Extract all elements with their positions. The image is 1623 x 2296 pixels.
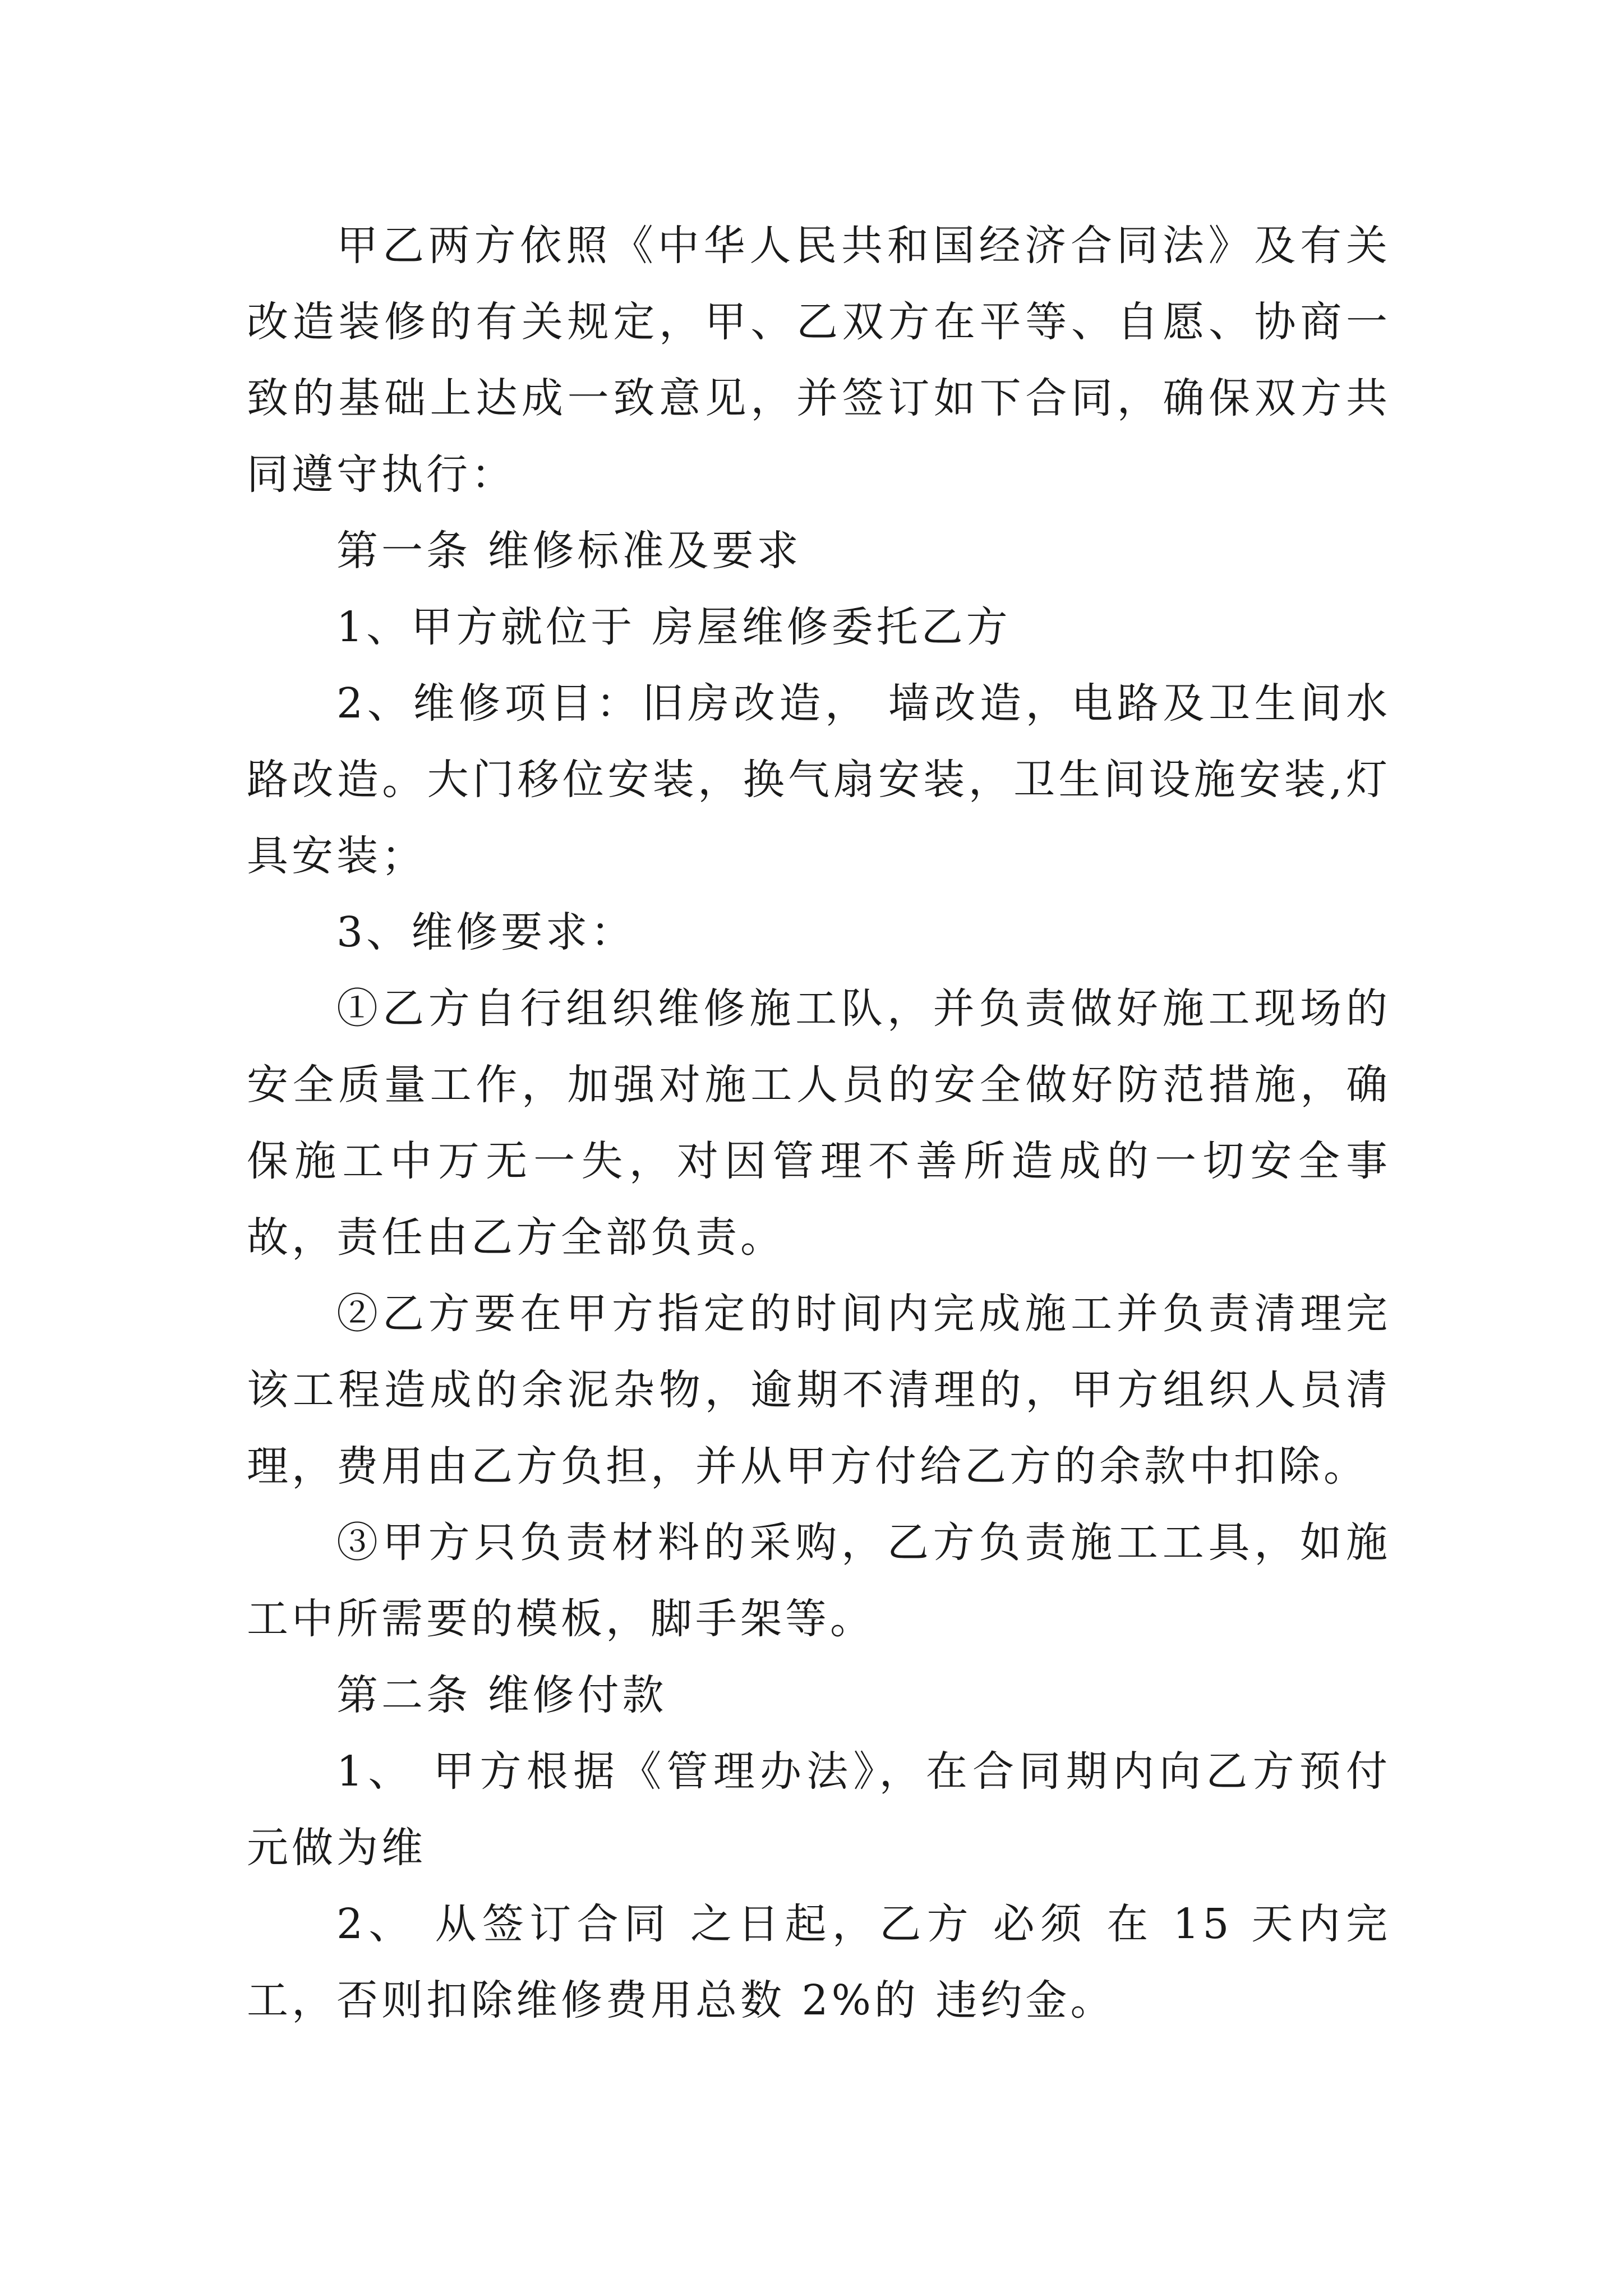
article-1-item-2: 2、维修项目：旧房改造， 墙改造，电路及卫生间水路改造。大门移位安装，换气扇安装，卫生间设施安装,灯具安装；	[247, 679, 1391, 880]
article-1-item-1: 1、甲方就位于 房屋维修委托乙方	[336, 603, 1011, 651]
requirement-2: ②乙方要在甲方指定的时间内完成施工并负责清理完该工程造成的余泥杂物，逾期不清理的，甲方组织人员清理，费用由乙方负担，并从甲方付给乙方的余款中扣除。	[247, 1290, 1391, 1490]
article-2-item-2: 2、 从签订合同 之日起，乙方 必须 在 15 天内完工，否则扣除维修费用总数 2%的 违约金。	[247, 1900, 1391, 2024]
requirement-1: ①乙方自行组织维修施工队，并负责做好施工现场的安全质量工作，加强对施工人员的安全做好防范措施，确保施工中万无一失，对因管理不善所造成的一切安全事故，责任由乙方全部负责。	[247, 984, 1391, 1262]
intro-paragraph: 甲乙两方依照《中华人民共和国经济合同法》及有关改造装修的有关规定，甲、乙双方在平等、自愿、协商一致的基础上达成一致意见，并签订如下合同，确保双方共同遵守执行：	[247, 222, 1391, 499]
contract-body	[247, 208, 1408, 2039]
article-1-heading: 第一条 维修标准及要求	[336, 527, 802, 575]
article-1-item-3: 3、维修要求：	[336, 908, 636, 956]
requirement-3: ③甲方只负责材料的采购，乙方负责施工工具，如施工中所需要的模板，脚手架等。	[247, 1519, 1391, 1643]
article-2-heading: 第二条 维修付款	[336, 1671, 667, 1719]
article-2-item-1: 1、 甲方根据《管理办法》，在合同期内向乙方预付 元做为维	[247, 1747, 1408, 1872]
